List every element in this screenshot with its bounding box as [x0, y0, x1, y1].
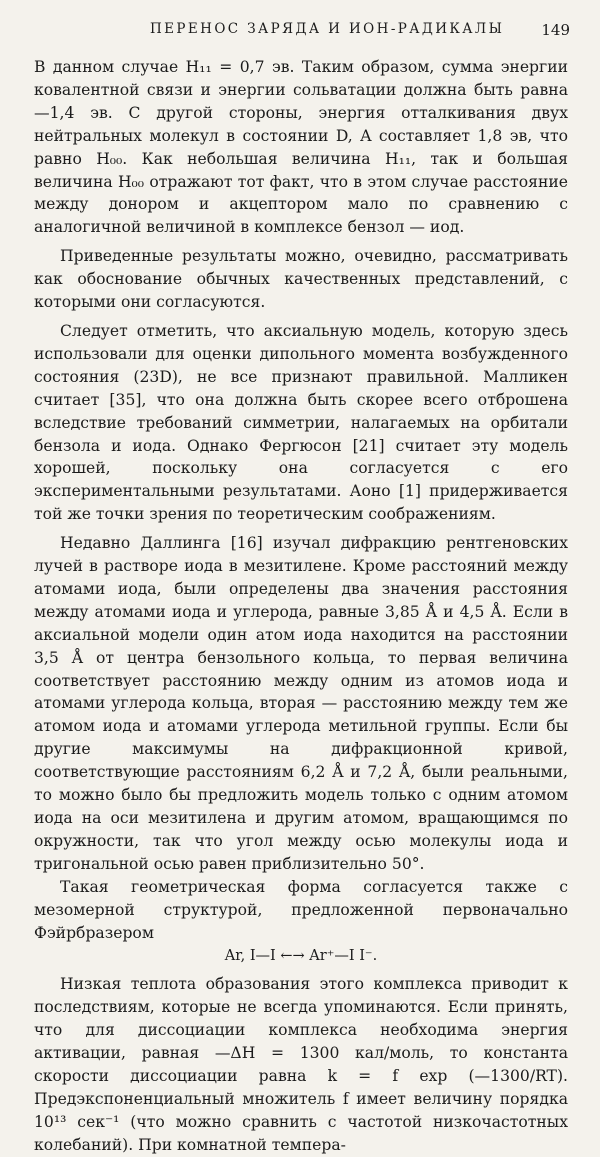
body-text	[34, 56, 568, 1157]
paragraph-1: В данном случае H₁₁ = 0,7 эв. Таким образом, сумма энергии ковалентной связи и энергии сольватации должна быть равна —1,4 эв. С другой стороны, энергия отталкивания двух нейтральных молекул в состоянии D, A составляет 1,8 эв, что равно H₀₀. Как небольшая величина H₁₁, так и большая величина H₀₀ отражают тот факт, что в этом случае расстояние между донором и акцептором мало по сравнению с аналогичной величиной в комплексе бензол — иод.	[34, 58, 568, 237]
paragraph-3: Следует отметить, что аксиальную модель, которую здесь использовали для оценки дипольного момента возбужденного состояния (23D), не все признают правильной. Малликен считает [35], что она должна быть скорее всего отброшена вследствие требований симметрии, налагаемых на орбитали бензола и иода. Однако Фергюсон [21] считает эту модель хорошей, поскольку она согласуется с его экспериментальными результатами. Аоно [1] придерживается той же точки зрения по теоретическим соображениям.	[34, 321, 568, 524]
paragraph-4: Недавно Даллинга [16] изучал дифракцию рентгеновских лучей в растворе иода в мезитилене. Кроме расстояний между атомами иода, были определены два значения расстояния между атомами иода и углерода, равные 3,85 Å и 4,5 Å. Если в аксиальной модели один атом иода находится на расстоянии 3,5 Å от центра бензольного кольца, то первая величина соответствует расстоянию между одним из атомов иода и атомами углерода кольца, вторая — расстоянию между тем же атомом иода и атомами углерода метильной группы. Если бы другие максимумы на дифракционной кривой, соответствующие расстояниям 6,2 Å и 7,2 Å, были реальными, то можно было бы предложить модель только с одним атомом иода на оси мезитилена и другим атомом, вращающимся по окружности, так что угол между осью молекулы иода и тригональной осью равен приблизительно 50°.	[34, 534, 568, 873]
running-head	[150, 21, 570, 45]
paragraph-2: Приведенные результаты можно, очевидно, рассматривать как обоснование обычных качественных представлений, с которыми они согласуются.	[34, 247, 568, 312]
paragraph-6: Низкая теплота образования этого комплекса приводит к последствиям, которые не всегда упоминаются. Если принять, что для диссоциации комплекса необходима энергия активации, равная —ΔH = 1300 кал/моль, то константа скорости диссоциации равна k = f exp (—1300/RT). Предэкспоненциальный множитель f имеет величину порядка 10¹³ сек⁻¹ (что можно сравнить с частотой низкочастотных колебаний). При комнатной темпера-	[34, 975, 568, 1154]
page-number: 149	[541, 21, 570, 39]
paragraph-5: Такая геометрическая форма согласуется также с мезомерной структурой, предложенной первоначально Фэйрбразером	[34, 877, 568, 942]
running-title: ПЕРЕНОС ЗАРЯДА И ИОН-РАДИКАЛЫ	[150, 21, 505, 37]
mesomeric-formula: Ar, I—I ←→ Ar⁺—I I⁻.	[224, 948, 378, 965]
